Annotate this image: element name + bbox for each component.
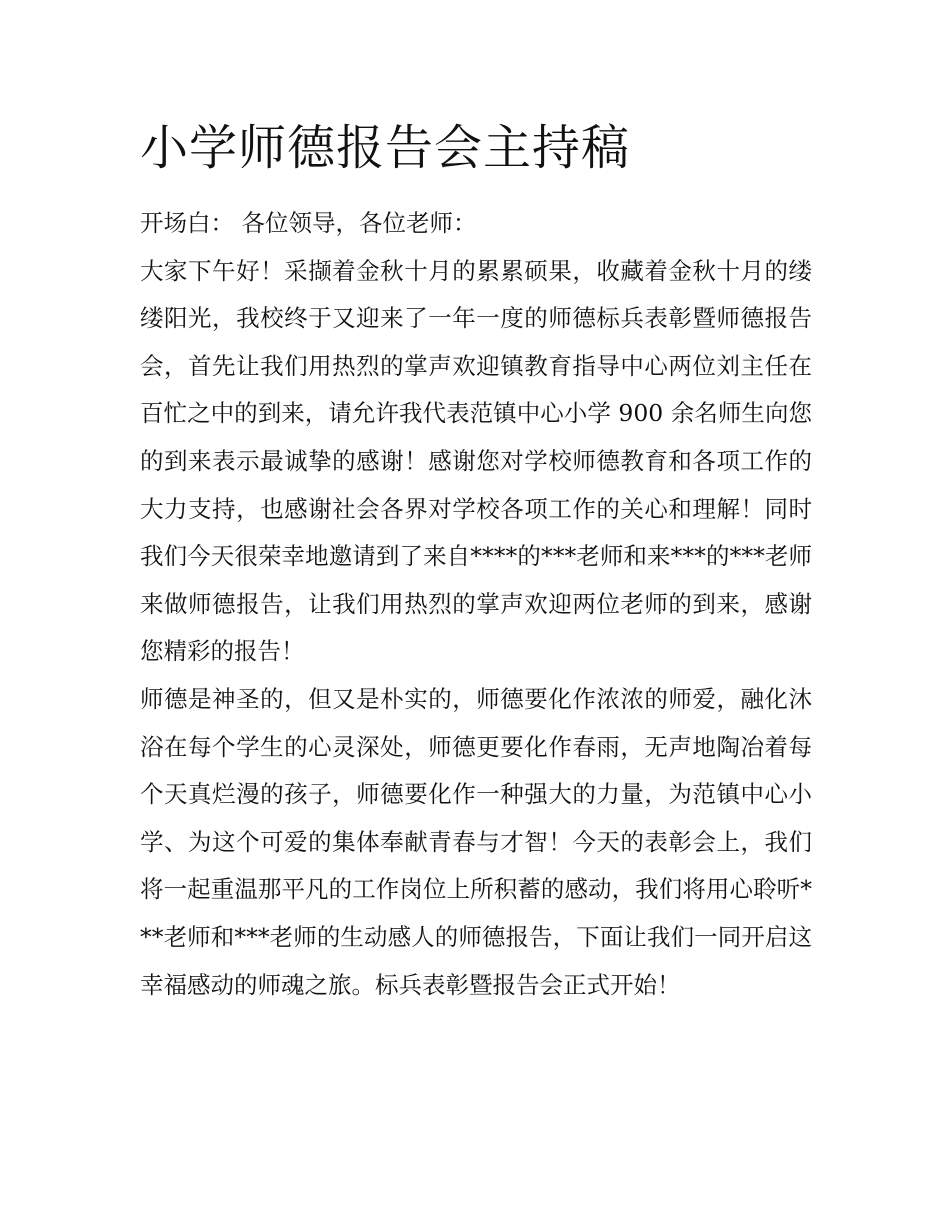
welcome-paragraph: 大家下午好！采撷着金秋十月的累累硕果，收藏着金秋十月的缕缕阳光，我校终于又迎来了一年一度的师德标兵表彰暨师德报告会，首先让我们用热烈的掌声欢迎镇教育指导中心两位刘主任在百忙之中的到来，请允许我代表范镇中心小学 900 余名师生向您的到来表示最诚挚的感谢！感谢您对学校师德教育和各项工作的大力支持，也感谢社会各界对学校各项工作的关心和理解！同时我们今天很荣幸地邀请到了来自****的***老师和来***的***老师来做师德报告，让我们用热烈的掌声欢迎两位老师的到来，感谢您精彩的报告！ — [140, 256, 812, 666]
opening-line: 开场白： 各位领导，各位老师： — [140, 209, 477, 237]
document-title: 小学师德报告会主持稿 — [140, 120, 631, 176]
teacher-ethics-paragraph: 师德是神圣的，但又是朴实的，师德要化作浓浓的师爱，融化沐浴在每个学生的心灵深处，师德更要化作春雨，无声地陶冶着每个天真烂漫的孩子，师德要化作一种强大的力量，为范镇中心小学、为这个可爱的集体奉献青春与才智！今天的表彰会上，我们将一起重温那平凡的工作岗位上所积蓄的感动，我们将用心聆听***老师和***老师的生动感人的师德报告，下面让我们一同开启这幸福感动的师魂之旅。标兵表彰暨报告会正式开始！ — [140, 684, 812, 999]
document-body — [140, 200, 812, 1009]
